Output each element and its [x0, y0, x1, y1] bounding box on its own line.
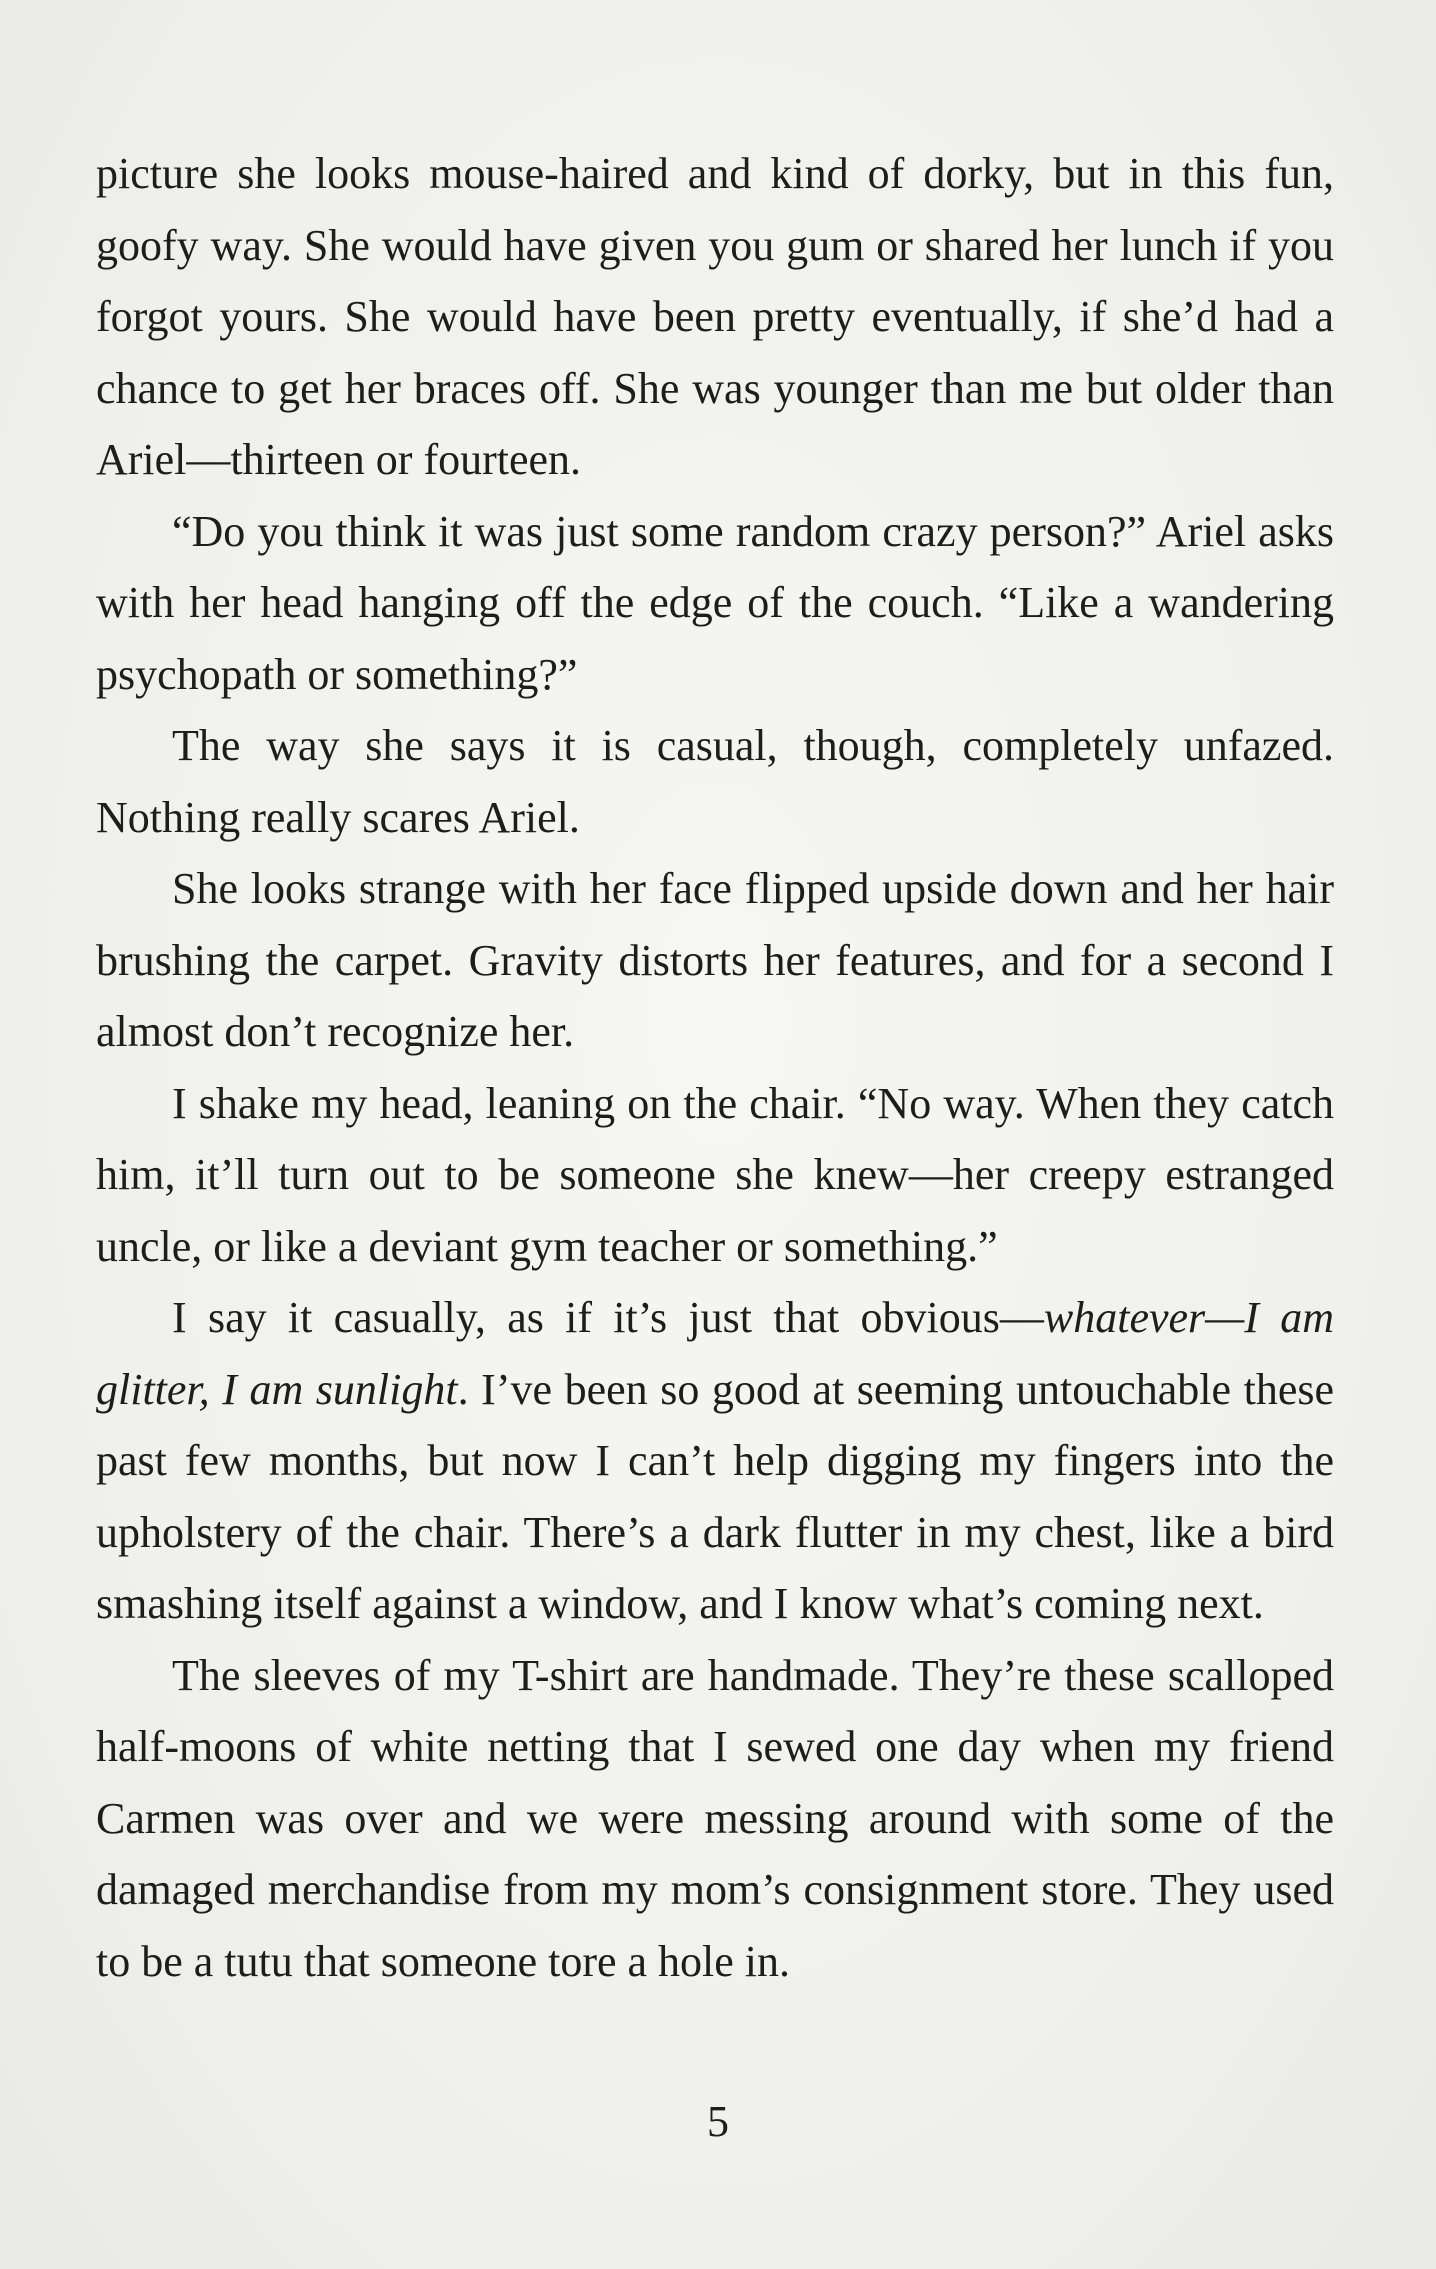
body-text	[96, 138, 1334, 1997]
paragraph	[96, 1068, 1334, 1283]
text-run: She looks strange with her face flipped upside down and her hair brushing the carpet. Gravity distorts her features, and for a second I almost don’t recognize her.	[96, 864, 1334, 1056]
paragraph	[96, 853, 1334, 1068]
text-run: I say it casually, as if it’s just that obvious—	[172, 1293, 1044, 1342]
text-run: picture she looks mouse-haired and kind of dorky, but in this fun, goofy way. She would have given you gum or shared her lunch if you forgot yours. She would have been pretty eventually, if she’d had a chance to get her braces off. She was younger than me but older than Ariel—thirteen or fourteen.	[96, 149, 1334, 484]
paragraph	[96, 1282, 1334, 1640]
text-run: . I’ve been so good at seeming untouchable these past few months, but now I can’t help digging my fingers into the upholstery of the chair. There’s a dark flutter in my chest, like a bird smashing itself against a window, and I know what’s coming next.	[96, 1364, 1334, 1628]
paragraph	[96, 1640, 1334, 1998]
text-run: “Do you think it was just some random crazy person?” Ariel asks with her head hanging off the edge of the couch. “Like a wandering psychopath or something?”	[96, 506, 1334, 699]
text-run: The sleeves of my T-shirt are handmade. They’re these scalloped half-moons of white netting that I sewed one day when my friend Carmen was over and we were messing around with some of the damaged merchandise from my mom’s consignment store. They used to be a tutu that someone tore a hole in.	[96, 1650, 1334, 1986]
page-number: 5	[707, 2097, 729, 2146]
italic-text: whatever—I am glitter, I am sunlight	[96, 1293, 1334, 1414]
paragraph	[96, 138, 1334, 496]
paragraph	[96, 710, 1334, 853]
text-run: I shake my head, leaning on the chair. “No way. When they catch him, it’ll turn out to be someone she knew—her creepy estranged uncle, or like a deviant gym teacher or something.”	[96, 1078, 1334, 1271]
paragraph	[96, 496, 1334, 711]
text-run: The way she says it is casual, though, completely unfazed. Nothing really scares Ariel.	[96, 721, 1334, 842]
